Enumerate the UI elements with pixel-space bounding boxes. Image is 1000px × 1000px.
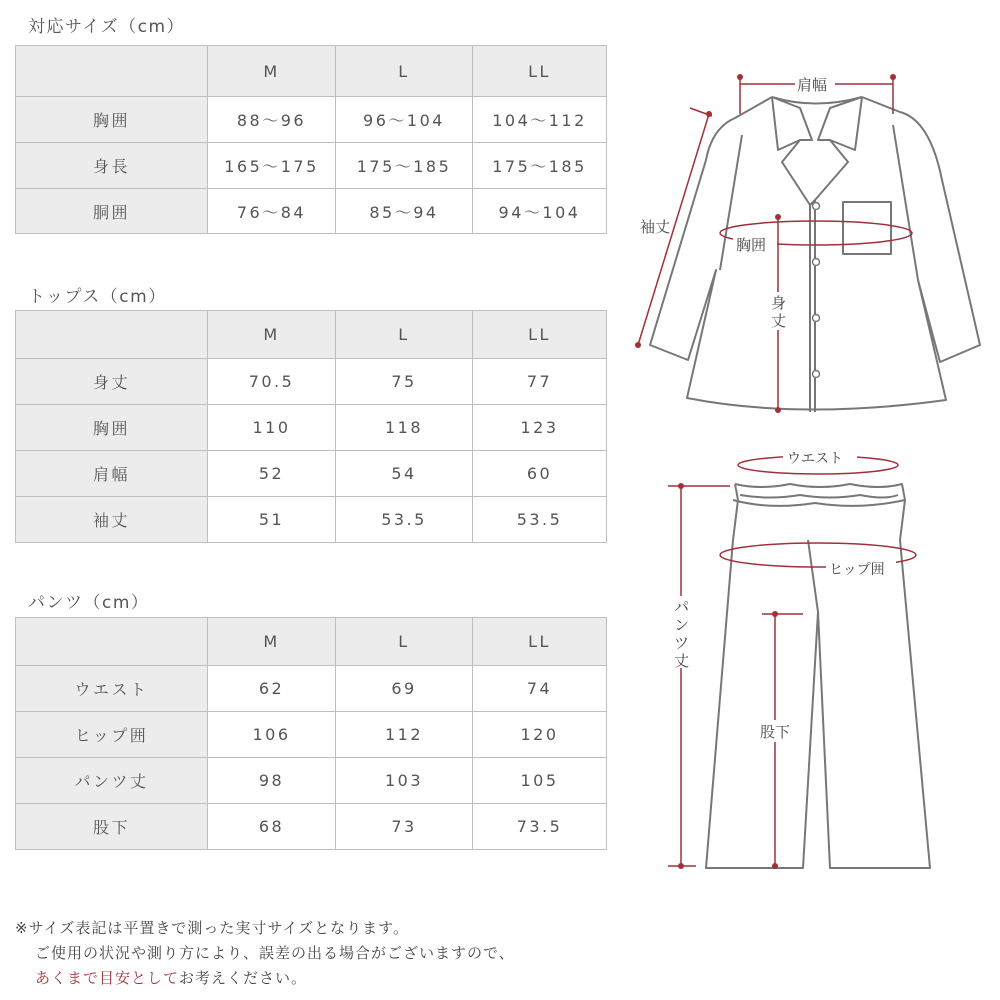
size-note xyxy=(15,916,515,991)
note-line-1: ※サイズ表記は平置きで測った実寸サイズとなります。 xyxy=(15,919,409,937)
row-label: 胸囲 xyxy=(16,405,208,451)
cell: 51 xyxy=(208,497,336,543)
label-chest: 胸囲 xyxy=(736,236,767,254)
waistband-left xyxy=(733,484,738,540)
cell: 175〜185 xyxy=(473,143,607,189)
cell: 175〜185 xyxy=(336,143,473,189)
cell: 52 xyxy=(208,451,336,497)
label-length-2: 丈 xyxy=(771,312,787,330)
label-pants-length-char: パ xyxy=(674,598,690,616)
row-label: 胸囲 xyxy=(16,97,208,143)
cell: 103 xyxy=(336,758,473,804)
cell: 120 xyxy=(473,712,607,758)
label-sleeve: 袖丈 xyxy=(640,218,671,236)
table1-title: 対応サイズ（cm） xyxy=(28,17,186,37)
row-label: 胴囲 xyxy=(16,189,208,234)
left-lapel xyxy=(772,97,815,205)
header-m: M xyxy=(208,46,336,97)
cell: 77 xyxy=(473,359,607,405)
cell: 74 xyxy=(473,666,607,712)
row-label: 袖丈 xyxy=(16,497,208,543)
cell: 68 xyxy=(208,804,336,850)
table3-title: パンツ（cm） xyxy=(28,593,150,613)
note-line-2: ご使用の状況や測り方により、誤差の出る場合がございますので、 xyxy=(35,944,515,962)
header-m: M xyxy=(208,618,336,666)
label-hip: ヒップ囲 xyxy=(829,562,885,578)
right-lapel xyxy=(815,97,862,200)
row-label: 身長 xyxy=(16,143,208,189)
cell: 110 xyxy=(208,405,336,451)
row-label: ヒップ囲 xyxy=(16,712,208,758)
cell: 53.5 xyxy=(336,497,473,543)
cell: 96〜104 xyxy=(336,97,473,143)
cell: 88〜96 xyxy=(208,97,336,143)
row-label: 肩幅 xyxy=(16,451,208,497)
measure-dot xyxy=(678,863,684,869)
right-armhole-seam xyxy=(893,125,918,280)
chest-pocket xyxy=(843,202,891,254)
measure-dot xyxy=(775,214,781,220)
cell: 106 xyxy=(208,712,336,758)
pants-outline xyxy=(706,484,930,868)
waistband-top xyxy=(735,484,905,540)
label-pants-length-char: ツ xyxy=(674,634,690,652)
row-label: パンツ丈 xyxy=(16,758,208,804)
header-ll: LL xyxy=(473,618,607,666)
label-inseam: 股下 xyxy=(760,723,791,741)
note-line-3-rest: お考えください。 xyxy=(179,969,308,987)
measure-dot xyxy=(772,611,778,617)
cell: 62 xyxy=(208,666,336,712)
cell: 118 xyxy=(336,405,473,451)
crotch-seam xyxy=(808,540,818,612)
label-pants-length-char: ン xyxy=(674,616,690,634)
cell: 98 xyxy=(208,758,336,804)
cell: 76〜84 xyxy=(208,189,336,234)
row-label: 身丈 xyxy=(16,359,208,405)
cell: 105 xyxy=(473,758,607,804)
cell: 165〜175 xyxy=(208,143,336,189)
cell: 112 xyxy=(336,712,473,758)
measure-dot xyxy=(890,74,896,80)
pants-measurements xyxy=(668,456,916,866)
label-shoulder: 肩幅 xyxy=(797,76,828,94)
measure-dot xyxy=(775,407,781,413)
cell: 54 xyxy=(336,451,473,497)
pants-legs xyxy=(706,540,930,868)
header-l: L xyxy=(336,311,473,359)
header-ll: LL xyxy=(473,311,607,359)
waistband-gather-2 xyxy=(733,500,905,506)
cell: 85〜94 xyxy=(336,189,473,234)
cell: 73.5 xyxy=(473,804,607,850)
measure-dot xyxy=(772,863,778,869)
cell: 123 xyxy=(473,405,607,451)
note-emphasis: あくまで目安として xyxy=(35,969,180,987)
button-icon xyxy=(813,259,820,266)
label-pants-length xyxy=(674,598,689,670)
button-icon xyxy=(813,315,820,322)
header-m: M xyxy=(208,311,336,359)
header-l: L xyxy=(336,46,473,97)
button-icon xyxy=(813,371,820,378)
cell: 104〜112 xyxy=(473,97,607,143)
cell: 94〜104 xyxy=(473,189,607,234)
pants-measure-dots xyxy=(678,483,778,869)
label-pants-length-char: 丈 xyxy=(674,652,690,670)
label-waist: ウエスト xyxy=(787,451,843,467)
header-l: L xyxy=(336,618,473,666)
cell: 73 xyxy=(336,804,473,850)
measure-dot xyxy=(678,483,684,489)
measure-dot xyxy=(635,342,641,348)
row-label: ウエスト xyxy=(16,666,208,712)
cell: 69 xyxy=(336,666,473,712)
waistband-gather xyxy=(740,495,898,498)
measure-dot xyxy=(737,74,743,80)
measure-dot xyxy=(706,111,712,117)
cell: 70.5 xyxy=(208,359,336,405)
cell: 75 xyxy=(336,359,473,405)
cell: 53.5 xyxy=(473,497,607,543)
note-line-3 xyxy=(15,966,515,991)
header-ll: LL xyxy=(473,46,607,97)
label-length-1: 身 xyxy=(771,294,787,312)
table2-title: トップス（cm） xyxy=(28,287,167,307)
button-icon xyxy=(813,203,820,210)
row-label: 股下 xyxy=(16,804,208,850)
cell: 60 xyxy=(473,451,607,497)
